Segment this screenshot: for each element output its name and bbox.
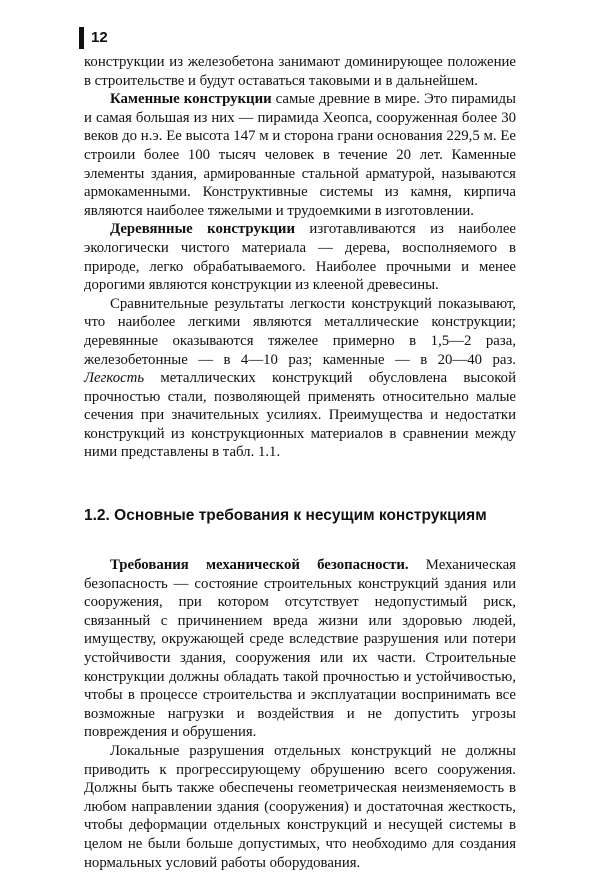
paragraph-text: конструкции из железобетона занимают доминирующее положение в строительстве и будут оставаться таковыми и в дальнейшем.: [84, 54, 516, 89]
term-wooden-structures: Деревянные конструкции: [110, 221, 295, 238]
paragraph-wooden-structures: [84, 220, 516, 294]
paragraph-text: Сравнительные результаты легкости конструкций показывают, что наиболее легкими являются металлические конструкции; деревянные оказываются тяжелее примерно в 1,5—2 раза, железобетонные — в 4—10 раз; каменные — в 20—40 раз.: [84, 295, 516, 368]
term-stone-structures: Каменные конструкции: [110, 91, 272, 108]
paragraph-continuation: [84, 53, 516, 90]
paragraph-mechanical-safety: [84, 556, 516, 742]
page-body: [84, 53, 516, 872]
paragraph-text: металлических конструкций обусловлена высокой прочностью стали, позволяющей применять относительно малые сечения при значительных усилиях. Преимущества и недостатки конструкций из конструкционных материалов в сравнении между ними представлены в табл. 1.1.: [84, 370, 516, 461]
emphasis-lightness: Легкость: [84, 370, 145, 387]
paragraph-text: Механическая безопасность — состояние строительных конструкций здания или сооружения, при котором отсутствует недопустимый риск, связанный с причинением вреда жизни или здоровью людей, имуществу, окружающей среде вследствие разрушения или потери устойчивости здания, сооружения или их части. Строительные конструкции должны обладать такой прочностью и устойчивостью, чтобы в процессе строительства и эксплуатации воспринимать все возможные нагрузки и воздействия и не допустить угрозы повреждения и обрушения.: [84, 557, 516, 741]
page-header: [79, 27, 108, 49]
term-mechanical-safety: Требования механической безопасности.: [110, 557, 409, 574]
paragraph-text: самые древние в мире. Это пирамиды и самая большая из них — пирамида Хеопса, сооруженная более 30 веков до н.э. Ее высота 147 м и сторона грани основания 229,5 м. Ее строили более 100 тысяч человек в течение 20 лет. Каменные элементы здания, армированные стальной арматурой, называются армокаменными. Конструктивные системы из камня, кирпича являются наиболее тяжелыми и трудоемкими в изготовлении.: [84, 91, 516, 219]
paragraph-comparison: [84, 295, 516, 462]
paragraph-stone-structures: [84, 90, 516, 220]
header-bar-mark: [79, 27, 84, 49]
section-heading: 1.2. Основные требования к несущим конструкциям: [84, 507, 487, 525]
paragraph-local-failures: [84, 742, 516, 872]
page-number: 12: [91, 29, 108, 46]
paragraph-text: Локальные разрушения отдельных конструкций не должны приводить к прогрессирующему обрушению всего сооружения. Должны быть также обеспечены геометрическая неизменяемость в любом направлении здания (сооружения) и достаточная жесткость, чтобы деформации отдельных конструкций и несущей системы в целом не были больше допустимых, что необходимо для создания нормальных условий работы оборудования.: [84, 743, 516, 871]
paragraph-text: изготавливаются из наиболее экологически чистого материала — дерева, восполняемого в природе, легко обрабатываемого. Наиболее прочными и менее дорогими являются конструкции из клееной древесины.: [84, 221, 516, 294]
